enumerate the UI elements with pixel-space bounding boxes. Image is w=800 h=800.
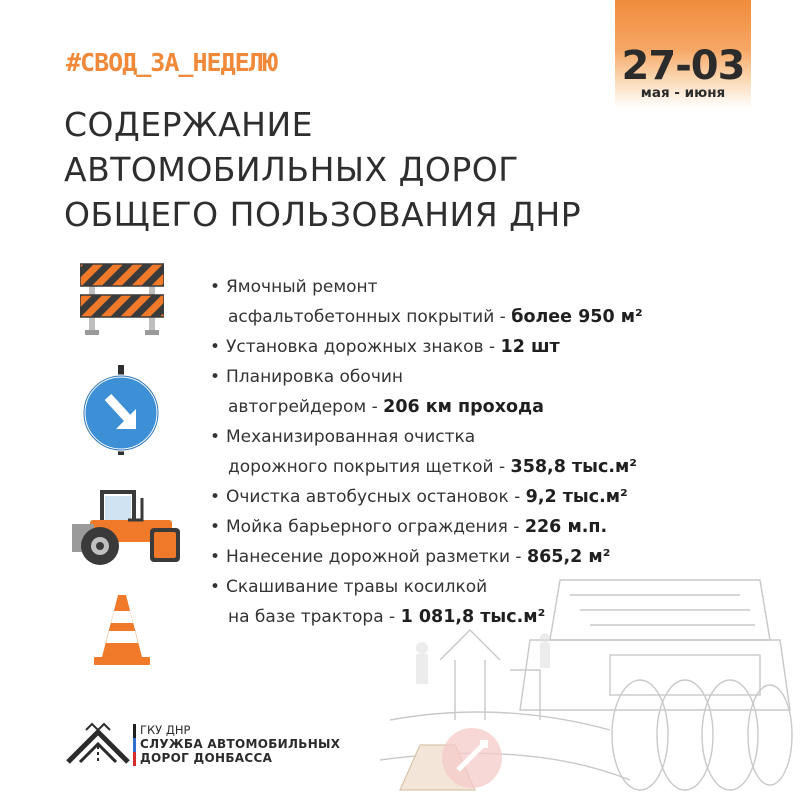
list-item [210,362,790,422]
road-barrier-icon [80,258,164,336]
list-item [210,542,790,572]
date-range: 27-03 [621,43,745,89]
item-detail [226,452,790,482]
keep-right-sign-icon [80,365,162,455]
item-detail [226,542,790,572]
bullet-icon: • [210,427,221,447]
item-value: 1 081,8 тыс.м² [400,607,546,627]
item-value: 12 шт [500,337,560,357]
list-item [210,422,790,482]
item-detail [226,332,790,362]
item-detail [226,392,790,422]
item-label: Ямочный ремонт [226,277,378,297]
item-value: 9,2 тыс.м² [525,487,628,507]
bullet-icon: • [210,277,221,297]
organization-logo [66,722,130,766]
item-value: более 950 м² [511,307,643,327]
item-detail [226,482,790,512]
list-item [210,482,790,512]
org-line: ГКУ ДНР [140,723,191,737]
traffic-cone-icon [92,595,152,667]
hashtag-label: #СВОД_ЗА_НЕДЕЛЮ [66,48,277,77]
bullet-icon: • [210,337,221,357]
item-label: автогрейдером - [228,397,384,417]
item-detail [226,302,790,332]
bullet-icon: • [210,367,221,387]
item-value: 358,8 тыс.м² [510,457,637,477]
item-label: асфальтобетонных покрытий - [228,307,512,327]
title-line: СОДЕРЖАНИЕ [64,105,314,144]
org-line: СЛУЖБА АВТОМОБИЛЬНЫХ [140,737,341,751]
item-label: на базе трактора - [228,607,401,627]
title-line: ОБЩЕГО ПОЛЬЗОВАНИЯ ДНР [64,195,582,234]
item-label: Нанесение дорожной разметки - [226,547,527,567]
list-item [210,572,790,632]
flag-stripe-icon [133,724,136,766]
item-label: Механизированная очистка [226,427,476,447]
item-detail [226,512,790,542]
item-label: Мойка барьерного ограждения - [226,517,525,537]
item-detail [226,602,790,632]
bullet-icon: • [210,517,221,537]
title-line: АВТОМОБИЛЬНЫХ ДОРОГ [64,150,519,189]
bullet-icon: • [210,487,221,507]
list-item [210,272,790,332]
item-label: Скашивание травы косилкой [226,577,488,597]
page-title [64,102,581,237]
road-roller-icon [72,488,180,566]
work-items-list [210,272,790,632]
date-months: мая - июня [640,85,726,101]
item-label: Установка дорожных знаков - [226,337,501,357]
item-label: дорожного покрытия щеткой - [228,457,511,477]
item-label: Очистка автобусных остановок - [226,487,526,507]
item-value: 226 м.п. [524,517,608,537]
bullet-icon: • [210,577,221,597]
list-item [210,332,790,362]
organization-name [140,723,340,765]
bullet-icon: • [210,547,221,567]
item-value: 865,2 м² [526,547,611,567]
item-label: Планировка обочин [226,367,404,387]
item-value: 206 км прохода [383,397,544,417]
list-item [210,512,790,542]
org-line: ДОРОГ ДОНБАССА [140,751,273,765]
